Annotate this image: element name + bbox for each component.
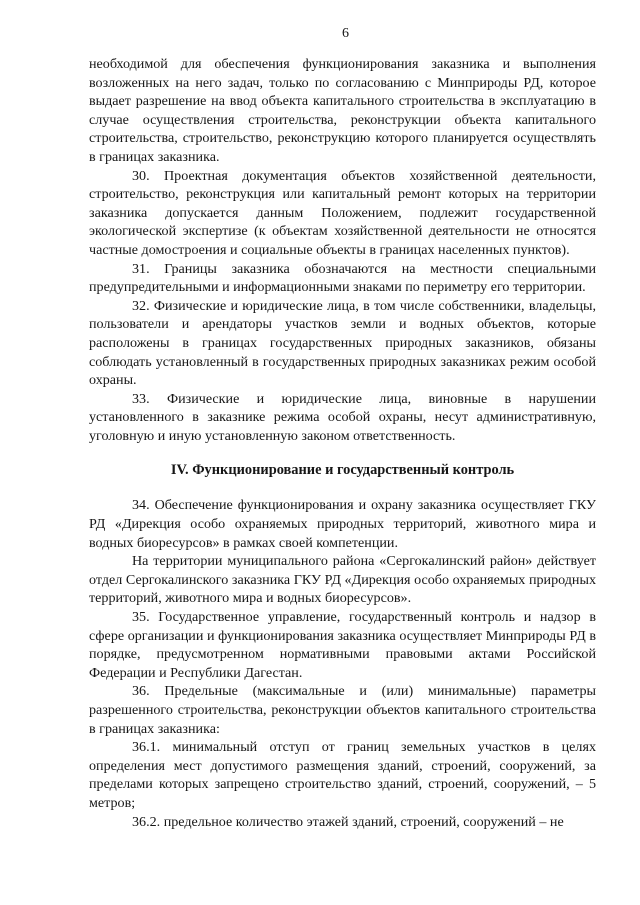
paragraph-32: 32. Физические и юридические лица, в том числе собственники, владельцы, пользователи и арендаторы участков земли и водных объектов, которые расположены в границах государственных природных заказников, обязаны соблюдать установленный в государственных природных заказниках режим особой охраны. [89, 297, 596, 389]
paragraph-continuation: необходимой для обеспечения функционирования заказника и выполнения возложенных на него задач, только по согласованию с Минприроды РД, которое выдает разрешение на ввод объекта капитального строительства в эксплуатацию в случае осуществления строительства, реконструкции объекта капитального строительства, строительство, реконструкцию которого планируется осуществлять в границах заказника. [89, 56, 596, 165]
paragraph-34-note: На территории муниципального района «Сергокалинский район» действует отдел Сергокалинского заказника ГКУ РД «Дирекция особо охраняемых природных территорий, животного мира и водных биоресурсов». [89, 553, 596, 607]
paragraph-36: 36. Предельные (максимальные и (или) минимальные) параметры разрешенного строительства, реконструкции объектов капитального строительства в границах заказника: [89, 683, 596, 737]
paragraph-34: 34. Обеспечение функционирования и охрану заказника осуществляет ГКУ РД «Дирекция особо охраняемых природных территорий, животного мира и водных биоресурсов» в рамках своей компетенции. [89, 497, 596, 551]
paragraph-35: 35. Государственное управление, государственный контроль и надзор в сфере организации и функционирования заказника осуществляет Минприроды РД в порядке, предусмотренном нормативными правовыми актами Российской Федерации и Республики Дагестан. [89, 609, 596, 681]
paragraph-36-1: 36.1. минимальный отступ от границ земельных участков в целях определения мест допустимого размещения зданий, строений, сооружений, за пределами которых запрещено строительство зданий, строений, сооружений, – 5 метров; [89, 739, 596, 811]
page-number: 6 [342, 26, 349, 41]
paragraph-33: 33. Физические и юридические лица, виновные в нарушении установленного в заказнике режима особой охраны, несут административную, уголовную и иную установленную законом ответственность. [89, 390, 596, 444]
paragraph-30: 30. Проектная документация объектов хозяйственной деятельности, строительство, реконструкция или капитальный ремонт которых на территории заказника допускается данным Положением, подлежит государственной экологической экспертизе (к объектам хозяйственной деятельности не относятся частные домостроения и социальные объекты в границах населенных пунктов). [89, 167, 596, 258]
paragraph-36-2: 36.2. предельное количество этажей зданий, строений, сооружений – не [132, 813, 564, 830]
paragraph-31: 31. Границы заказника обозначаются на местности специальными предупредительными и информационными знаками по периметру его территории. [89, 260, 596, 296]
section-heading: IV. Функционирование и государственный контроль [170, 462, 515, 479]
document-page [89, 26, 596, 831]
